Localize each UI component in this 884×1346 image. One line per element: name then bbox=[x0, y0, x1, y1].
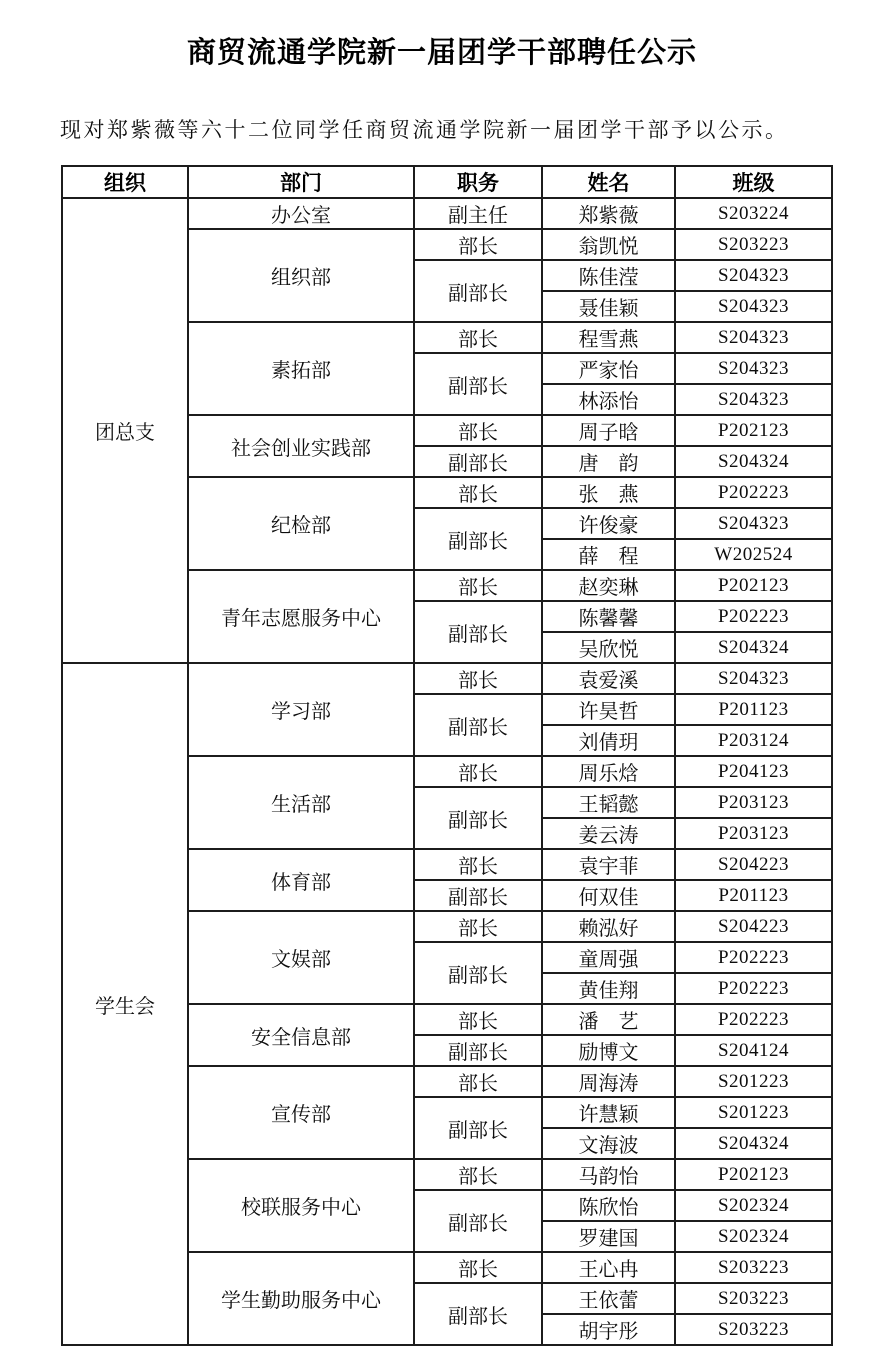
name-cell: 王韬懿 bbox=[542, 787, 675, 818]
header-row bbox=[62, 166, 832, 198]
position-cell: 副部长 bbox=[414, 787, 542, 849]
position-cell: 部长 bbox=[414, 322, 542, 353]
class-cell: S204323 bbox=[675, 260, 832, 291]
name-cell: 王心冉 bbox=[542, 1252, 675, 1283]
position-cell: 副部长 bbox=[414, 942, 542, 1004]
name-cell: 许昊哲 bbox=[542, 694, 675, 725]
class-cell: P203123 bbox=[675, 787, 832, 818]
class-cell: S202324 bbox=[675, 1221, 832, 1252]
position-cell: 部长 bbox=[414, 663, 542, 694]
name-cell: 陈欣怡 bbox=[542, 1190, 675, 1221]
department-cell: 生活部 bbox=[188, 756, 414, 849]
name-cell: 励博文 bbox=[542, 1035, 675, 1066]
position-cell: 部长 bbox=[414, 415, 542, 446]
column-header-position: 职务 bbox=[414, 166, 542, 198]
position-cell: 部长 bbox=[414, 911, 542, 942]
class-cell: P202123 bbox=[675, 415, 832, 446]
name-cell: 周海涛 bbox=[542, 1066, 675, 1097]
position-cell: 部长 bbox=[414, 229, 542, 260]
department-cell: 学习部 bbox=[188, 663, 414, 756]
name-cell: 童周强 bbox=[542, 942, 675, 973]
position-cell: 部长 bbox=[414, 1159, 542, 1190]
class-cell: P202123 bbox=[675, 1159, 832, 1190]
position-cell: 部长 bbox=[414, 1252, 542, 1283]
name-cell: 赵奕琳 bbox=[542, 570, 675, 601]
name-cell: 程雪燕 bbox=[542, 322, 675, 353]
class-cell: S204324 bbox=[675, 632, 832, 663]
class-cell: P201123 bbox=[675, 694, 832, 725]
intro-paragraph: 现对郑紫薇等六十二位同学任商贸流通学院新一届团学干部予以公示。 bbox=[60, 118, 789, 142]
organization-cell: 团总支 bbox=[62, 198, 188, 663]
name-cell: 袁宇菲 bbox=[542, 849, 675, 880]
department-cell: 学生勤助服务中心 bbox=[188, 1252, 414, 1345]
name-cell: 张 燕 bbox=[542, 477, 675, 508]
class-cell: S201223 bbox=[675, 1066, 832, 1097]
class-cell: S204324 bbox=[675, 1128, 832, 1159]
column-header-organization: 组织 bbox=[62, 166, 188, 198]
name-cell: 文海波 bbox=[542, 1128, 675, 1159]
class-cell: P202223 bbox=[675, 942, 832, 973]
name-cell: 刘倩玥 bbox=[542, 725, 675, 756]
department-cell: 办公室 bbox=[188, 198, 414, 229]
name-cell: 许俊豪 bbox=[542, 508, 675, 539]
column-header-name: 姓名 bbox=[542, 166, 675, 198]
position-cell: 部长 bbox=[414, 1066, 542, 1097]
position-cell: 部长 bbox=[414, 570, 542, 601]
position-cell: 部长 bbox=[414, 756, 542, 787]
name-cell: 翁凯悦 bbox=[542, 229, 675, 260]
department-cell: 素拓部 bbox=[188, 322, 414, 415]
name-cell: 王依蕾 bbox=[542, 1283, 675, 1314]
class-cell: P202123 bbox=[675, 570, 832, 601]
class-cell: S203223 bbox=[675, 1252, 832, 1283]
name-cell: 周子晗 bbox=[542, 415, 675, 446]
name-cell: 薛 程 bbox=[542, 539, 675, 570]
name-cell: 赖泓好 bbox=[542, 911, 675, 942]
class-cell: S204323 bbox=[675, 663, 832, 694]
department-cell: 安全信息部 bbox=[188, 1004, 414, 1066]
department-cell: 纪检部 bbox=[188, 477, 414, 570]
department-cell: 组织部 bbox=[188, 229, 414, 322]
column-header-department: 部门 bbox=[188, 166, 414, 198]
position-cell: 副部长 bbox=[414, 601, 542, 663]
name-cell: 何双佳 bbox=[542, 880, 675, 911]
class-cell: S204324 bbox=[675, 446, 832, 477]
name-cell: 林添怡 bbox=[542, 384, 675, 415]
class-cell: S204323 bbox=[675, 291, 832, 322]
position-cell: 副部长 bbox=[414, 1190, 542, 1252]
position-cell: 副部长 bbox=[414, 446, 542, 477]
name-cell: 周乐焓 bbox=[542, 756, 675, 787]
class-cell: P202223 bbox=[675, 973, 832, 1004]
class-cell: S203223 bbox=[675, 1314, 832, 1345]
position-cell: 副部长 bbox=[414, 508, 542, 570]
position-cell: 部长 bbox=[414, 477, 542, 508]
column-header-class: 班级 bbox=[675, 166, 832, 198]
organization-cell: 学生会 bbox=[62, 663, 188, 1345]
department-cell: 校联服务中心 bbox=[188, 1159, 414, 1252]
position-cell: 副部长 bbox=[414, 1097, 542, 1159]
class-cell: P202223 bbox=[675, 1004, 832, 1035]
class-cell: S203223 bbox=[675, 1283, 832, 1314]
department-cell: 体育部 bbox=[188, 849, 414, 911]
name-cell: 陈馨馨 bbox=[542, 601, 675, 632]
name-cell: 袁爱溪 bbox=[542, 663, 675, 694]
class-cell: S204124 bbox=[675, 1035, 832, 1066]
position-cell: 副主任 bbox=[414, 198, 542, 229]
class-cell: P202223 bbox=[675, 601, 832, 632]
class-cell: P203124 bbox=[675, 725, 832, 756]
class-cell: P203123 bbox=[675, 818, 832, 849]
name-cell: 郑紫薇 bbox=[542, 198, 675, 229]
name-cell: 陈佳滢 bbox=[542, 260, 675, 291]
class-cell: P201123 bbox=[675, 880, 832, 911]
department-cell: 社会创业实践部 bbox=[188, 415, 414, 477]
table-row bbox=[62, 198, 832, 229]
department-cell: 文娱部 bbox=[188, 911, 414, 1004]
name-cell: 罗建国 bbox=[542, 1221, 675, 1252]
class-cell: P204123 bbox=[675, 756, 832, 787]
department-cell: 青年志愿服务中心 bbox=[188, 570, 414, 663]
roster-table-body bbox=[62, 198, 832, 1345]
name-cell: 聂佳颖 bbox=[542, 291, 675, 322]
roster-table-header bbox=[62, 166, 832, 198]
name-cell: 吴欣悦 bbox=[542, 632, 675, 663]
class-cell: S203224 bbox=[675, 198, 832, 229]
name-cell: 黄佳翔 bbox=[542, 973, 675, 1004]
name-cell: 胡宇彤 bbox=[542, 1314, 675, 1345]
name-cell: 严家怡 bbox=[542, 353, 675, 384]
name-cell: 潘 艺 bbox=[542, 1004, 675, 1035]
class-cell: P202223 bbox=[675, 477, 832, 508]
class-cell: S204323 bbox=[675, 508, 832, 539]
position-cell: 副部长 bbox=[414, 1283, 542, 1345]
class-cell: S203223 bbox=[675, 229, 832, 260]
name-cell: 姜云涛 bbox=[542, 818, 675, 849]
class-cell: S204323 bbox=[675, 384, 832, 415]
class-cell: S204323 bbox=[675, 322, 832, 353]
name-cell: 唐 韵 bbox=[542, 446, 675, 477]
position-cell: 副部长 bbox=[414, 353, 542, 415]
department-cell: 宣传部 bbox=[188, 1066, 414, 1159]
name-cell: 许慧颖 bbox=[542, 1097, 675, 1128]
class-cell: S201223 bbox=[675, 1097, 832, 1128]
class-cell: S204223 bbox=[675, 849, 832, 880]
class-cell: S202324 bbox=[675, 1190, 832, 1221]
name-cell: 马韵怡 bbox=[542, 1159, 675, 1190]
class-cell: S204223 bbox=[675, 911, 832, 942]
page-title: 商贸流通学院新一届团学干部聘任公示 bbox=[186, 37, 697, 69]
position-cell: 部长 bbox=[414, 849, 542, 880]
position-cell: 副部长 bbox=[414, 880, 542, 911]
position-cell: 部长 bbox=[414, 1004, 542, 1035]
position-cell: 副部长 bbox=[414, 260, 542, 322]
roster-table bbox=[61, 165, 833, 1346]
table-row bbox=[62, 663, 832, 694]
class-cell: S204323 bbox=[675, 353, 832, 384]
class-cell: W202524 bbox=[675, 539, 832, 570]
position-cell: 副部长 bbox=[414, 694, 542, 756]
position-cell: 副部长 bbox=[414, 1035, 542, 1066]
